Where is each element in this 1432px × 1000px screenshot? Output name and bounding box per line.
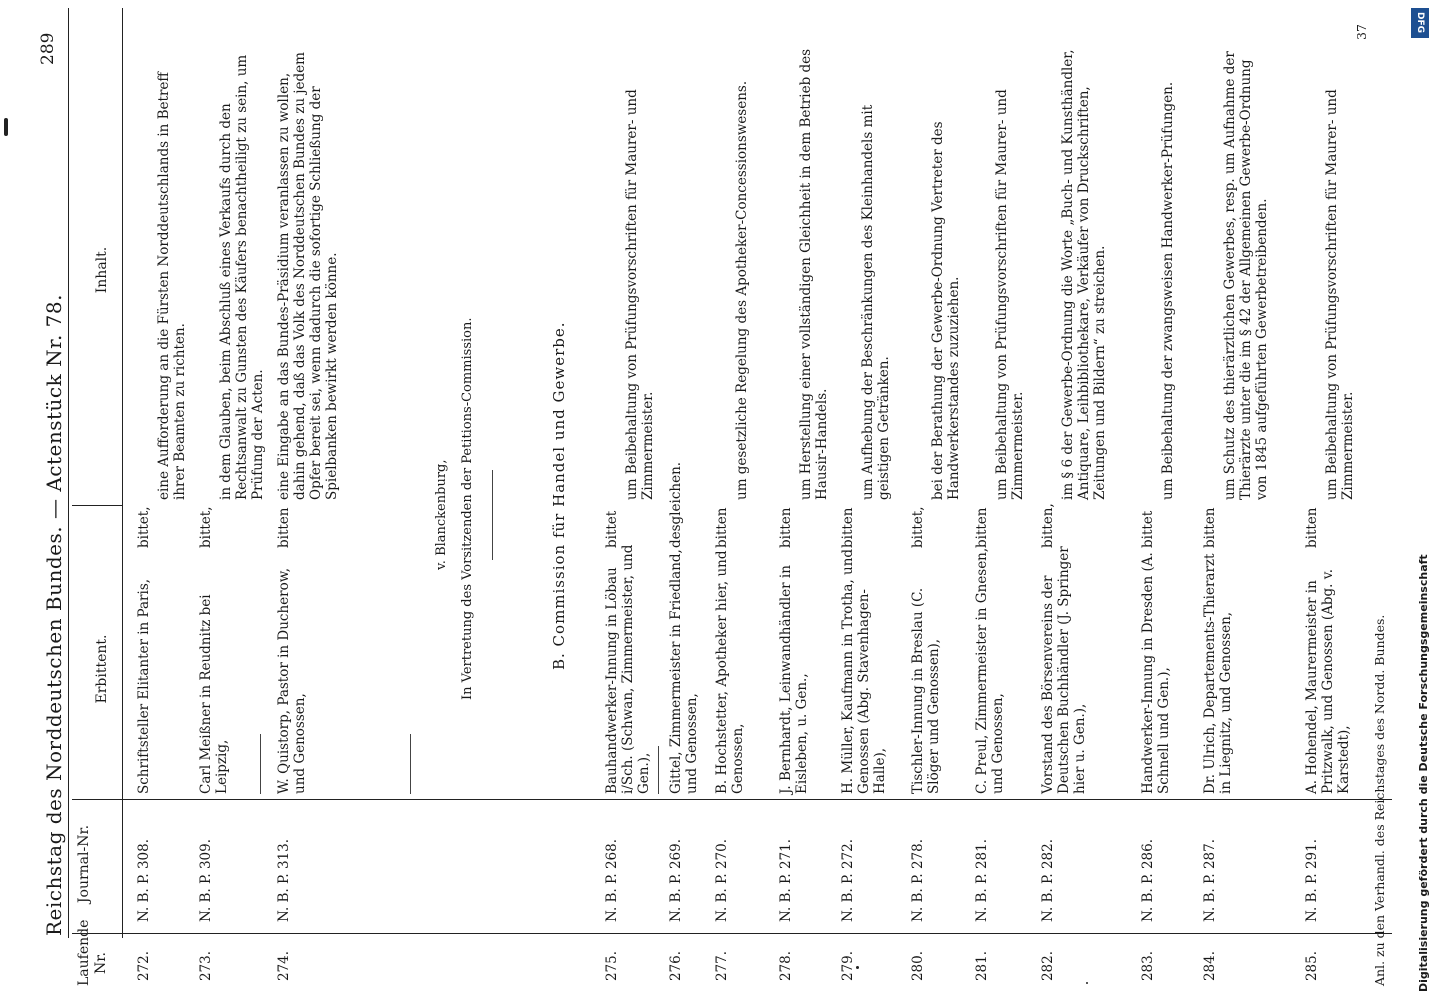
row-number: 274. [276,950,292,982]
petition-content: um Schutz des thierärztlichen Gewerbes, resp. um Aufnahme der Thierärzte unter die im § 42 der Allgemeinen Gewerbe-Ordnung von 1845 aufgeführten Gewerbetreibenden. [1222,51,1270,500]
petition-content: bei der Berathung der Gewerbe-Ordnung Vertreter des Handwerkerstandes zuzuziehen. [930,121,962,500]
request-verb: bitten [714,507,730,548]
petition-content: um Herstellung einer vollständigen Gleichheit in dem Betrieb des Hausir-Handels. [798,48,830,500]
footer-note: Anl. zu den Verhandl. des Reichstages des Nordd. Bundes. [1372,614,1387,986]
request-verb: bittet, [910,506,926,548]
running-header: Reichstag des Norddeutschen Bundes. — Actenstück Nr. 78. [42,294,66,936]
petition-content: im § 6 der Gewerbe-Ordnung die Worte „Buch- und Kunsthändler, Antiquare, Leihbibliothekare, Verkäufer von Druckschriften, Zeitungen und Bildern“ zu streichen. [1060,49,1108,500]
request-verb: bitten [974,507,990,548]
request-verb: bitten [778,507,794,548]
request-verb: desgleichen. [668,461,684,548]
row-number: 282. [1040,950,1056,982]
petitioner: H. Müller, Kaufmann in Trotha, und Genossen (Abg. Stavenhagen-Halle), [840,548,888,794]
petitioner: Gittel, Zimmermeister in Friedland, und Genossen, [668,549,700,794]
journal-number: N. B. P. 287. [1202,838,1218,922]
row-number: 272. [136,950,152,982]
petitioner: B. Hochstetter, Apotheker hier, und Genossen, [714,550,746,794]
petition-content: um Beibehaltung von Prüfungsvorschriften für Maurer- und Zimmermeister. [1324,89,1356,500]
journal-number: N. B. P. 313. [276,838,292,922]
petitioner: Vorstand des Börsenvereins der Deutschen Buchhändler (J. Springer hier u. Gen.), [1040,546,1088,794]
journal-number: N. B. P. 286. [1140,838,1156,922]
sheet-signature-mark: 37 [1354,24,1369,40]
row-number: 276. [668,950,684,982]
signature-role: In Vertretung des Vorsitzenden der Petitions-Commission. [460,317,475,700]
petitioner: C. Preul, Zimmermeister in Gnesen, und Genossen, [974,547,1006,794]
col-divider-2 [72,799,1392,800]
journal-number: N. B. P. 278. [910,838,926,922]
petition-content: um Beibehaltung von Prüfungsvorschriften für Maurer- und Zimmermeister. [624,89,656,500]
petition-content: um Beibehaltung von Prüfungsvorschriften für Maurer- und Zimmermeister. [994,89,1026,500]
request-verb: bitten, [1040,503,1056,548]
petitioner: Handwerker-Innung in Dresden (A. Schnell und Gen.), [1140,552,1172,794]
row-separator [260,734,261,794]
journal-number: N. B. P. 309. [198,838,214,922]
signature-name: v. Blanckenburg, [434,459,449,570]
row-number: 277. [714,950,730,982]
scan-speck [856,966,859,969]
col-divider-3 [72,505,122,506]
petitioner: A. Hohendel, Maurermeister in Pritzwalk, und Genossen (Abg. v. Karstedt), [1304,568,1352,794]
journal-number: N. B. P. 271. [778,838,794,922]
request-verb: bittet [1140,510,1156,548]
row-separator [658,746,659,794]
request-verb: bittet, [136,506,152,548]
journal-number: N. B. P. 269. [668,838,684,922]
col-head-inhalt: Inhalt. [94,246,110,294]
journal-number: N. B. P. 272. [840,838,856,922]
journal-number: N. B. P. 268. [604,838,620,922]
journal-number: N. B. P. 282. [1040,838,1056,922]
row-number: 285. [1304,950,1320,982]
row-number: 281. [974,950,990,982]
digitization-credit [1408,0,1432,1000]
row-number: 284. [1202,950,1218,982]
dfg-logo: DFG [1411,8,1429,38]
request-verb: bitten [840,507,856,548]
col-head-journal: Journal-Nr. [76,824,92,904]
petitioner: J. Bernhardt, Leinwandhändler in Eisleben, u. Gen., [778,565,810,794]
document-page [16,0,1416,1000]
request-verb: bitten [276,507,292,548]
petitioner: Schriftsteller Elitanter in Paris, [136,578,152,794]
petitioner: Dr. Ulrich, Departements-Thierarzt in Liegnitz, und Genossen, [1202,553,1234,794]
petitioner: Carl Meißner in Reudnitz bei Leipzig, [198,594,230,794]
request-verb: bittet [604,510,620,548]
petition-content: um Beibehaltung der zwangsweisen Handwerker-Prüfungen. [1160,81,1176,500]
row-number: 278. [778,950,794,982]
petition-content: um gesetzliche Regelung des Apotheker-Concessionswesens. [734,80,750,500]
petitioner: W. Quistorp, Pastor in Ducherow, und Genossen, [276,568,308,794]
scan-speck [4,118,8,136]
col-head-laufende: Laufende Nr. [76,919,109,986]
journal-number: N. B. P. 281. [974,838,990,922]
petitioner: Tischler-Innung in Breslau (C. Slöger und Genossen), [910,587,942,794]
row-number: 275. [604,950,620,982]
petitioner: Bauhandwerker-Innung in Löbau i/Sch. (Schwan, Zimmermeister, und Gen.), [604,544,652,794]
col-head-erbittent: Erbittent. [94,634,110,704]
section-separator [492,470,493,560]
section-title: B. Commission für Handel und Gewerbe. [550,321,568,670]
journal-number: N. B. P. 308. [136,838,152,922]
row-number: 273. [198,950,214,982]
petition-content: eine Eingabe an das Bundes-Präsidium veranlassen zu wollen, dahin gehend, daß das Volk des Norddeutschen Bundes zu jedem Opfer bereit sei, wenn dadurch die sofortige Schließung der Spielbanken bewirkt werden könne. [276,52,340,500]
petition-content: eine Aufforderung an die Fürsten Norddeutschlands in Betreff ihrer Beamten zu richten. [156,72,188,500]
petition-content: in dem Glauben, beim Abschluß eines Verkaufs durch den Rechtsanwalt zu Gunsten des Käufers benachtheiligt zu sein, um Prüfung der Acten. [218,54,266,500]
petition-content: um Aufhebung der Beschränkungen des Kleinhandels mit geistigen Getränken. [860,104,892,500]
page-number: 289 [38,32,58,65]
journal-number: N. B. P. 291. [1304,838,1320,922]
request-verb: bitten [1304,507,1320,548]
row-number: 283. [1140,950,1156,982]
row-number: 280. [910,950,926,982]
scan-speck [1086,982,1088,984]
row-separator [410,734,411,794]
request-verb: bitten [1202,507,1218,548]
header-rule [68,8,69,938]
credit-text: Digitalisierung gefördert durch die Deutsche Forschungsgemeinschaft [1417,554,1430,992]
request-verb: bittet, [198,506,214,548]
journal-number: N. B. P. 270. [714,838,730,922]
col-divider-1 [72,933,1392,934]
row-number: 279. [840,950,856,982]
